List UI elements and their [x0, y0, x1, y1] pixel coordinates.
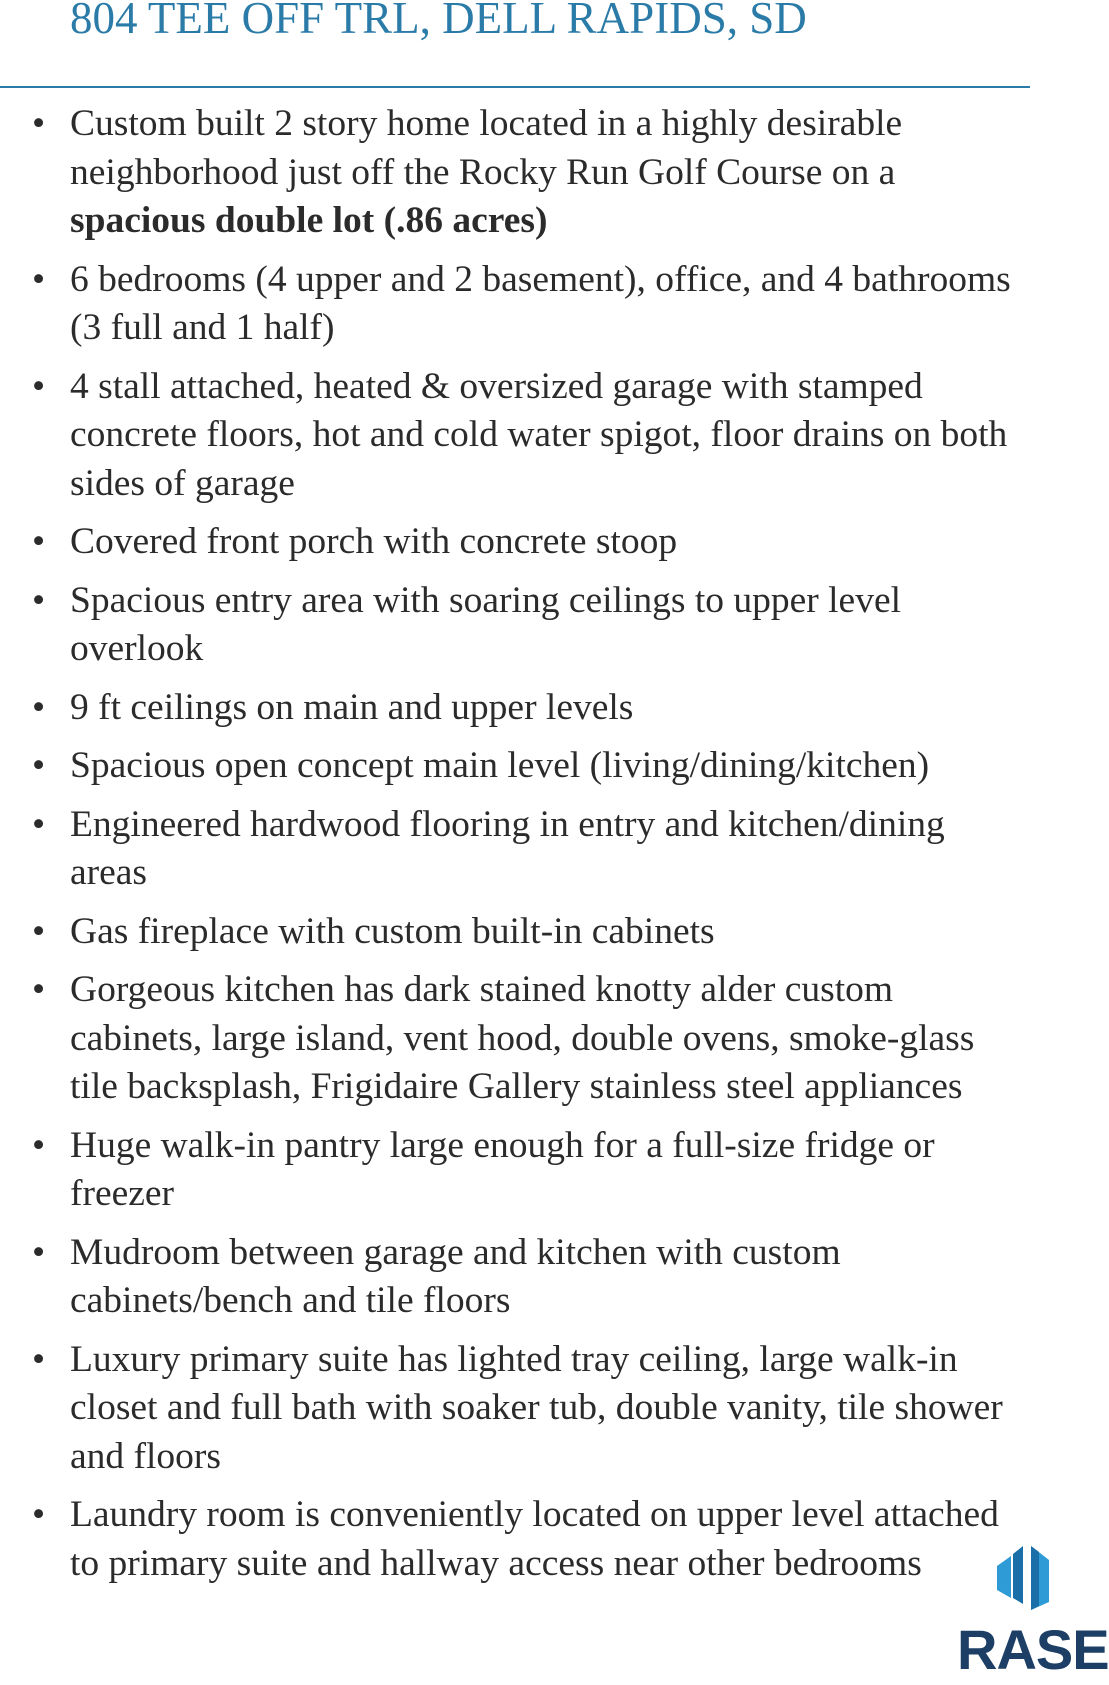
bullet-icon: • — [32, 1338, 46, 1380]
house-arrow-icon — [997, 1540, 1049, 1612]
feature-text — [70, 911, 715, 952]
feature-text — [70, 969, 974, 1107]
feature-text-regular: Engineered hardwood flooring in entry and kitchen/dining areas — [70, 803, 945, 893]
feature-text-regular: Gas fireplace with custom built-in cabinets — [70, 910, 715, 952]
feature-text-regular: Gorgeous kitchen has dark stained knotty alder custom cabinets, large island, vent hood, double ovens, smoke-glass tile backsplash, Frigidaire Gallery stainless steel appliances — [70, 969, 975, 1107]
feature-item — [30, 908, 1030, 957]
feature-text-regular: Luxury primary suite has lighted tray ceiling, large walk-in closet and full bath with soaker tub, double vanity, tile shower and floors — [70, 1338, 1003, 1477]
feature-item — [30, 684, 1030, 733]
feature-text — [70, 745, 929, 786]
feature-text — [70, 103, 902, 241]
feature-list — [30, 100, 1030, 1598]
feature-text — [70, 259, 1011, 349]
bullet-icon: • — [32, 365, 46, 407]
feature-text — [70, 1125, 935, 1215]
feature-text-regular: 9 ft ceilings on main and upper levels — [70, 686, 634, 728]
feature-item — [30, 518, 1030, 567]
feature-item — [30, 966, 1030, 1112]
bullet-icon: • — [32, 103, 46, 144]
bullet-icon: • — [32, 969, 46, 1010]
feature-text-regular: Spacious open concept main level (living/dining/kitchen) — [70, 745, 930, 786]
feature-text-regular: Spacious entry area with soaring ceilings to upper level overlook — [70, 579, 902, 669]
feature-item — [30, 256, 1030, 353]
bullet-icon: • — [32, 1494, 46, 1535]
bullet-icon: • — [32, 579, 46, 621]
feature-item — [30, 363, 1030, 509]
feature-item — [30, 577, 1030, 674]
logo-wordmark: RASE — [957, 1618, 1109, 1681]
bullet-icon: • — [32, 910, 46, 952]
bullet-icon: • — [32, 258, 46, 300]
bullet-icon: • — [32, 686, 46, 728]
bullet-icon: • — [32, 803, 46, 845]
feature-item — [30, 1122, 1030, 1219]
feature-text-regular: Mudroom between garage and kitchen with custom cabinets/bench and tile floors — [70, 1231, 841, 1321]
feature-item — [30, 742, 1030, 791]
feature-text — [70, 1494, 999, 1584]
feature-item — [30, 801, 1030, 898]
feature-text-regular: Huge walk-in pantry large enough for a full-size fridge or freezer — [70, 1124, 935, 1214]
bullet-icon: • — [32, 521, 46, 562]
feature-text — [70, 1339, 1003, 1477]
feature-text-regular: Covered front porch with concrete stoop — [70, 521, 678, 562]
feature-text — [70, 687, 633, 728]
bullet-icon: • — [32, 745, 46, 786]
title-divider — [0, 86, 1030, 88]
feature-item — [30, 1336, 1030, 1482]
feature-text-regular: Laundry room is conveniently located on upper level attached to primary suite and hallway access near other bedrooms — [70, 1494, 999, 1584]
feature-item — [30, 100, 1030, 246]
feature-text — [70, 580, 901, 670]
feature-item — [30, 1229, 1030, 1326]
feature-text — [70, 804, 945, 894]
feature-text-regular: 6 bedrooms (4 upper and 2 basement), office, and 4 bathrooms (3 full and 1 half) — [70, 258, 1011, 348]
feature-text — [70, 1232, 841, 1322]
feature-text-bold: spacious double lot (.86 acres) — [70, 200, 548, 241]
feature-text — [70, 521, 677, 562]
feature-text-regular: Custom built 2 story home located in a highly desirable neighborhood just off the Rocky Run Golf Course on a — [70, 103, 903, 193]
bullet-icon: • — [32, 1124, 46, 1166]
rase-logo — [955, 1540, 1109, 1685]
feature-text — [70, 366, 1007, 504]
bullet-icon: • — [32, 1231, 46, 1273]
page-title: 804 TEE OFF TRL, DELL RAPIDS, SD — [70, 0, 807, 43]
feature-item — [30, 1491, 1030, 1588]
feature-text-regular: 4 stall attached, heated & oversized garage with stamped concrete floors, hot and cold water spigot, floor drains on both sides of garage — [70, 365, 1008, 504]
